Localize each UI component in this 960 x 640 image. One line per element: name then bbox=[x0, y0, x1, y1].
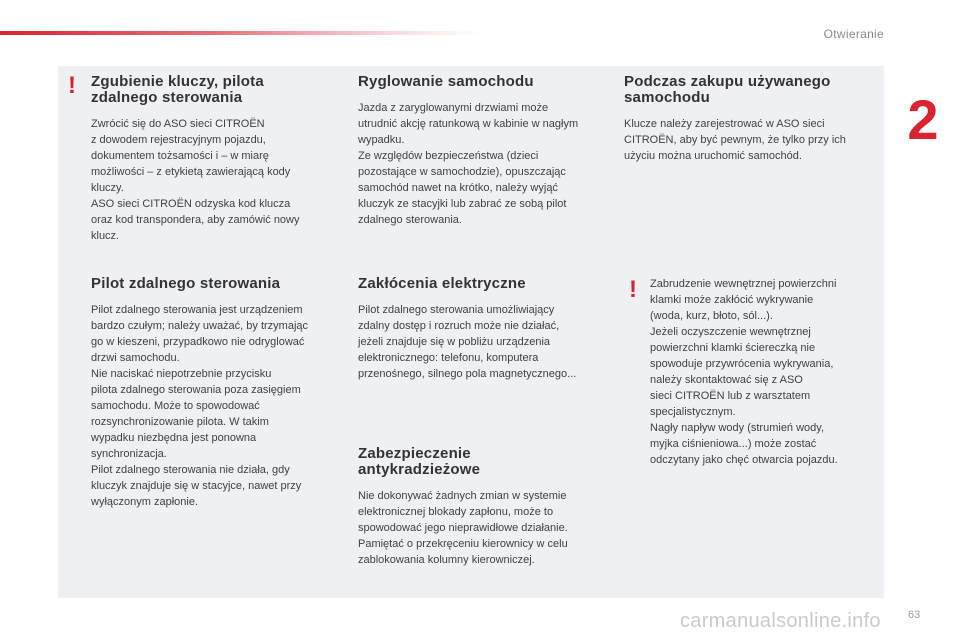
page-number: 63 bbox=[908, 609, 921, 621]
remote-control-title: Pilot zdalnego sterowania bbox=[91, 275, 281, 292]
warning-exclamation-icon: ! bbox=[68, 72, 76, 99]
locking-block bbox=[358, 74, 610, 228]
interference-block bbox=[358, 276, 610, 382]
lost-keys-body: Zwrócić się do ASO sieci CITROËN z dowodem rejestracyjnym pojazdu, dokumentem tożsamości i – w miarę możliwości – z etykietą zawierającą kody kluczy. ASO sieci CITROËN odzyska kod klucza oraz kod transpondera, aby zamówić nowy klucz. bbox=[91, 118, 300, 242]
remote-control-block bbox=[91, 276, 346, 510]
header-accent-bar bbox=[0, 31, 480, 35]
section-title: Otwieranie bbox=[823, 27, 884, 41]
dirt-warning-block bbox=[650, 276, 875, 468]
remote-control-body: Pilot zdalnego sterowania jest urządzeniem bardzo czułym; należy uważać, by trzymając go w kieszeni, przypadkowo nie odryglować drzwi samochodu. Nie naciskać niepotrzebnie przycisku pilota zdalnego sterowania poza zasięgiem samochodu. Może to spowodować rozsynchronizowanie pilota. W takim wypadku niezbędna jest ponowna synchronizacja. Pilot zdalnego sterowania nie działa, gdy kluczyk znajduje się w stacyjce, nawet przy wyłączonym zapłonie. bbox=[91, 304, 309, 508]
interference-body: Pilot zdalnego sterowania umożliwiający zdalny dostęp i rozruch może nie działać, jeżeli znajduje się w pobliżu urządzenia elektronicznego: telefonu, komputera przenośnego, silnego pola magnetycznego... bbox=[358, 304, 577, 380]
used-car-block bbox=[624, 74, 876, 164]
anti-theft-title: Zabezpieczenie antykradzieżowe bbox=[358, 445, 481, 478]
warning-exclamation-icon: ! bbox=[629, 276, 637, 303]
anti-theft-block bbox=[358, 446, 610, 568]
watermark: carmanualsonline.info bbox=[680, 610, 881, 632]
lost-keys-title: Zgubienie kluczy, pilota zdalnego sterowania bbox=[91, 73, 264, 106]
anti-theft-body: Nie dokonywać żadnych zmian w systemie elektronicznej blokady zapłonu, może to spowodować jego nieprawidłowe działanie. Pamiętać o przekręceniu kierownicy w celu zablokowania kolumny kierowniczej. bbox=[358, 490, 568, 566]
dirt-warning-body: Zabrudzenie wewnętrznej powierzchni klamki może zakłócić wykrywanie (woda, kurz, błoto, sól...). Jeżeli oczyszczenie wewnętrznej powierzchni klamki ściereczką nie spowoduje przywrócenia wykrywania, należy skontaktować się z ASO sieci CITROËN lub z warsztatem specjalistycznym. Nagły napływ wody (strumień wody, myjka ciśnieniowa...) może zostać odczytany jako chęć otwarcia pojazdu. bbox=[650, 278, 838, 466]
chapter-number: 2 bbox=[907, 88, 939, 151]
used-car-title: Podczas zakupu używanego samochodu bbox=[624, 73, 831, 106]
locking-title: Ryglowanie samochodu bbox=[358, 73, 534, 90]
interference-title: Zakłócenia elektryczne bbox=[358, 275, 526, 292]
lost-keys-block bbox=[91, 74, 341, 244]
used-car-body: Klucze należy zarejestrować w ASO sieci CITROËN, aby być pewnym, że tylko przy ich użyciu można uruchomić samochód. bbox=[624, 118, 846, 162]
locking-body: Jazda z zaryglowanymi drzwiami może utrudnić akcję ratunkową w kabinie w nagłym wypadku. Ze względów bezpieczeństwa (dzieci pozostające w samochodzie), opuszczając samochód nawet na krótko, należy wyjąć kluczyk ze stacyjki lub zabrać ze sobą pilot zdalnego sterowania. bbox=[358, 102, 579, 226]
